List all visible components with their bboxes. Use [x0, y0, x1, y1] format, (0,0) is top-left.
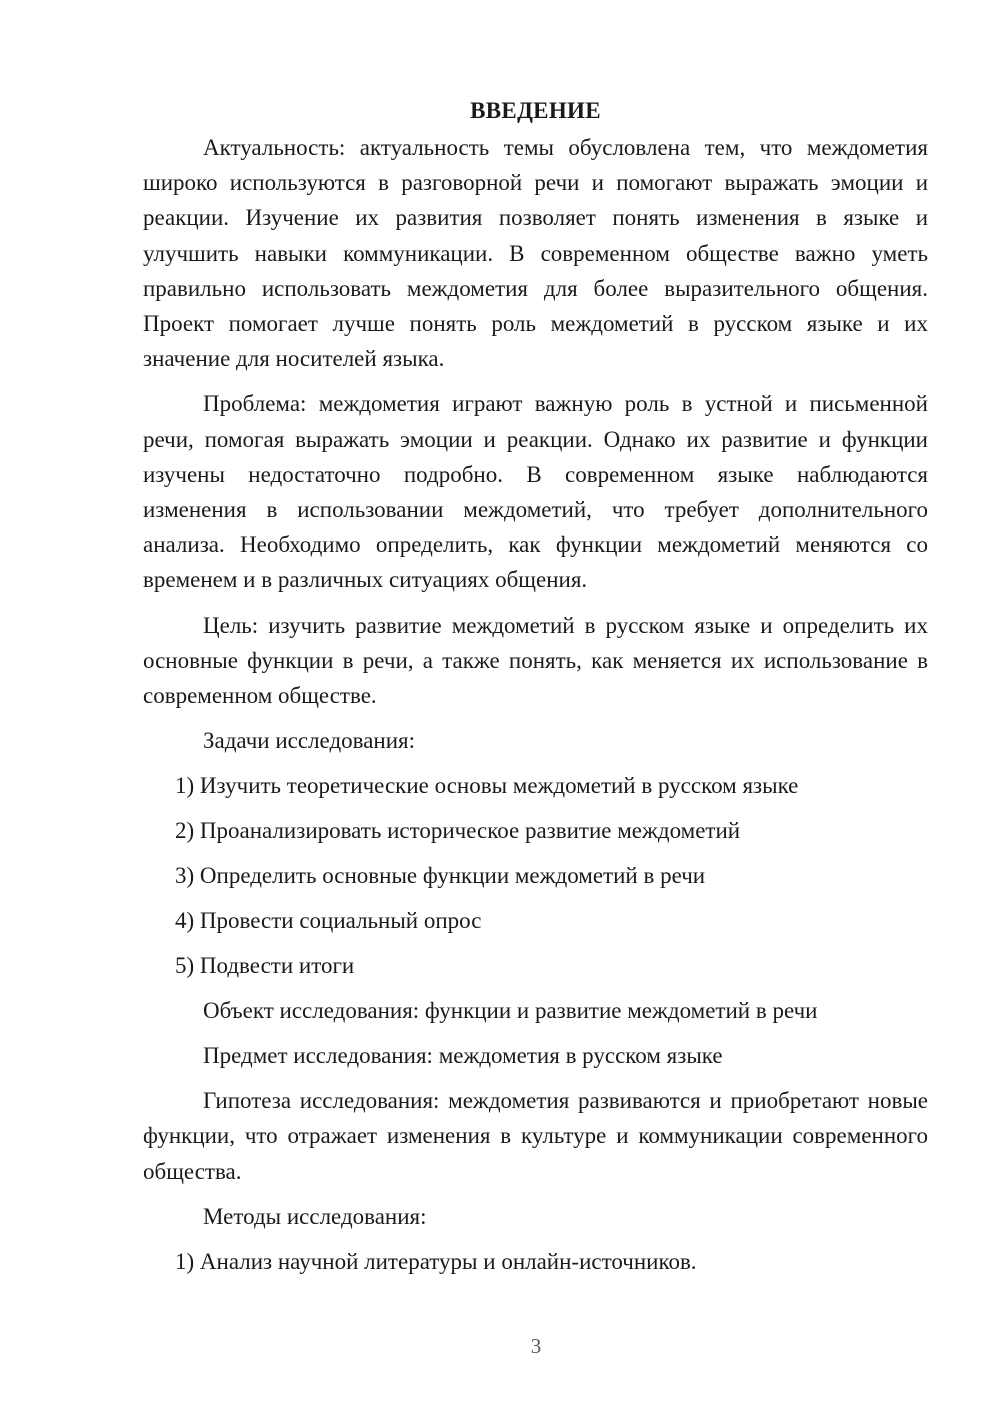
object-paragraph: Объект исследования: функции и развитие междометий в речи	[203, 998, 818, 1024]
tasks-title: Задачи исследования:	[203, 728, 416, 754]
task-item: 2) Проанализировать историческое развитие междометий	[175, 818, 741, 844]
task-item: 3) Определить основные функции междометий в речи	[175, 863, 706, 889]
task-item: 1) Изучить теоретические основы междометий в русском языке	[175, 773, 799, 799]
problem-paragraph: Проблема: междометия играют важную роль в устной и письменной речи, помогая выражать эмоции и реакции. Однако их развитие и функции изучены недостаточно подробно. В современном языке наблюдаются изменения в использовании междометий, что требует дополнительного анализа. Необходимо определить, как функции междометий меняются со временем и в различных ситуациях общения.	[143, 391, 928, 593]
hypothesis-paragraph: Гипотеза исследования: междометия развиваются и приобретают новые функции, что отражает изменения в культуре и коммуникации современного общества.	[143, 1088, 928, 1184]
goal-paragraph: Цель: изучить развитие междометий в русском языке и определить их основные функции в речи, а также понять, как меняется их использование в современном обществе.	[143, 612, 928, 709]
subject-paragraph: Предмет исследования: междометия в русском языке	[203, 1043, 723, 1069]
methods-title: Методы исследования:	[203, 1203, 427, 1229]
document-body	[143, 96, 928, 1289]
page-number: 3	[530, 1334, 542, 1358]
relevance-paragraph: Актуальность: актуальность темы обусловлена тем, что междометия широко используются в разговорной речи и помогают выражать эмоции и реакции. Изучение их развития позволяет понять изменения в языке и улучшить навыки коммуникации. В современном обществе важно уметь правильно использовать междометия для более выразительного общения. Проект помогает лучше понять роль междометий в русском языке и их значение для носителей языка.	[143, 135, 928, 372]
method-item: 1) Анализ научной литературы и онлайн-источников.	[175, 1248, 697, 1274]
task-item: 4) Провести социальный опрос	[175, 908, 482, 934]
task-item: 5) Подвести итоги	[175, 953, 355, 979]
section-heading: ВВЕДЕНИЕ	[470, 98, 601, 123]
